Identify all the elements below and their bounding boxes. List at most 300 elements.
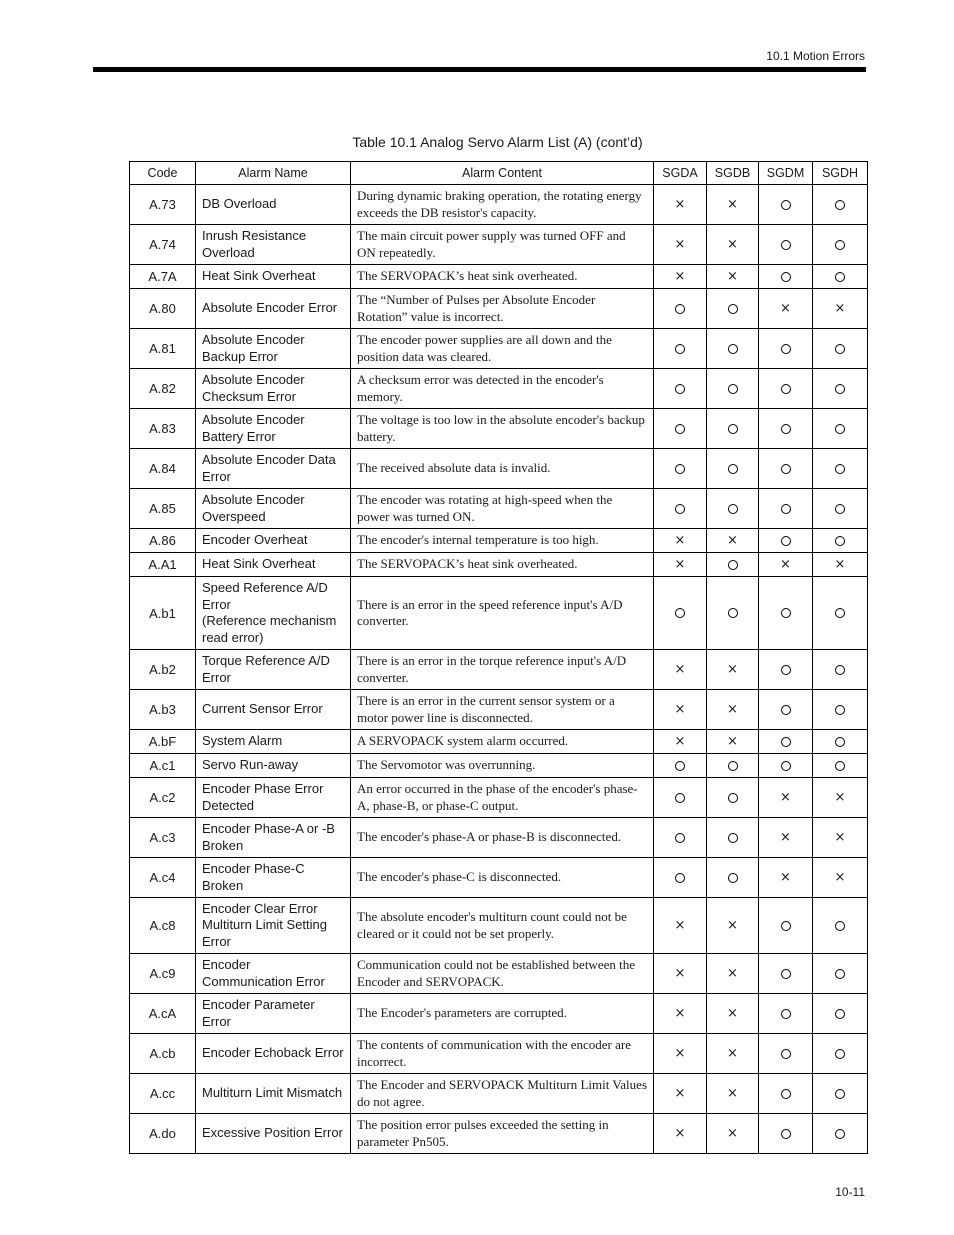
cross-icon: × xyxy=(780,556,791,572)
alarm-code: A.85 xyxy=(130,489,196,529)
circle-icon xyxy=(835,344,845,354)
circle-icon xyxy=(835,464,845,474)
availability-sgdh xyxy=(813,858,868,898)
alarm-content: The Encoder's parameters are corrupted. xyxy=(351,994,654,1034)
table-row xyxy=(130,449,868,489)
circle-icon xyxy=(728,504,738,514)
column-header-alarm-name: Alarm Name xyxy=(196,162,351,185)
section-header: 10.1 Motion Errors xyxy=(766,49,865,63)
availability-sgdb xyxy=(707,329,759,369)
circle-icon xyxy=(728,833,738,843)
cross-icon: × xyxy=(727,196,738,212)
circle-icon xyxy=(835,384,845,394)
circle-icon xyxy=(835,1049,845,1059)
alarm-content: During dynamic braking operation, the rotating energy exceeds the DB resistor's capacity. xyxy=(351,185,654,225)
availability-sgdb xyxy=(707,650,759,690)
circle-icon xyxy=(728,793,738,803)
table-row xyxy=(130,650,868,690)
alarm-name: Absolute Encoder Checksum Error xyxy=(196,369,351,409)
table-row xyxy=(130,778,868,818)
table-row xyxy=(130,185,868,225)
availability-sgda xyxy=(654,778,707,818)
availability-sgdh xyxy=(813,489,868,529)
circle-icon xyxy=(835,1129,845,1139)
circle-icon xyxy=(728,560,738,570)
alarm-code: A.c8 xyxy=(130,898,196,954)
cross-icon: × xyxy=(727,236,738,252)
circle-icon xyxy=(835,424,845,434)
circle-icon xyxy=(835,200,845,210)
availability-sgda xyxy=(654,818,707,858)
cross-icon: × xyxy=(780,789,791,805)
alarm-name: Encoder Echoback Error xyxy=(196,1034,351,1074)
alarm-name: Encoder Communication Error xyxy=(196,954,351,994)
availability-sgda xyxy=(654,754,707,778)
circle-icon xyxy=(835,705,845,715)
availability-sgdb xyxy=(707,818,759,858)
alarm-content: A SERVOPACK system alarm occurred. xyxy=(351,730,654,754)
circle-icon xyxy=(835,240,845,250)
alarm-content: The SERVOPACK’s heat sink overheated. xyxy=(351,553,654,577)
table-row xyxy=(130,730,868,754)
availability-sgdm xyxy=(759,858,813,898)
circle-icon xyxy=(728,344,738,354)
alarm-content: The encoder's phase-A or phase-B is disconnected. xyxy=(351,818,654,858)
alarm-content: There is an error in the speed reference input's A/D converter. xyxy=(351,577,654,650)
table-row xyxy=(130,225,868,265)
circle-icon xyxy=(781,737,791,747)
alarm-code: A.86 xyxy=(130,529,196,553)
availability-sgdb xyxy=(707,1074,759,1114)
alarm-code: A.cA xyxy=(130,994,196,1034)
circle-icon xyxy=(781,1129,791,1139)
availability-sgdh xyxy=(813,409,868,449)
alarm-name: Encoder Phase-C Broken xyxy=(196,858,351,898)
cross-icon: × xyxy=(727,1085,738,1101)
alarm-name: Absolute Encoder Battery Error xyxy=(196,409,351,449)
circle-icon xyxy=(835,761,845,771)
availability-sgdh xyxy=(813,994,868,1034)
alarm-table-body xyxy=(130,185,868,1154)
alarm-code: A.83 xyxy=(130,409,196,449)
alarm-name: Speed Reference A/D Error (Reference mechanism read error) xyxy=(196,577,351,650)
circle-icon xyxy=(728,304,738,314)
availability-sgdb xyxy=(707,265,759,289)
alarm-name: System Alarm xyxy=(196,730,351,754)
alarm-table xyxy=(129,161,868,1154)
cross-icon: × xyxy=(727,661,738,677)
cross-icon: × xyxy=(674,268,686,284)
availability-sgdh xyxy=(813,690,868,730)
alarm-content: The Encoder and SERVOPACK Multiturn Limit Values do not agree. xyxy=(351,1074,654,1114)
circle-icon xyxy=(781,1089,791,1099)
availability-sgdh xyxy=(813,265,868,289)
availability-sgdm xyxy=(759,369,813,409)
availability-sgdm xyxy=(759,898,813,954)
alarm-code: A.bF xyxy=(130,730,196,754)
availability-sgdm xyxy=(759,954,813,994)
availability-sgdh xyxy=(813,1114,868,1154)
column-header-sgdm: SGDM xyxy=(759,162,813,185)
cross-icon: × xyxy=(674,1125,686,1141)
availability-sgdb xyxy=(707,778,759,818)
circle-icon xyxy=(781,344,791,354)
availability-sgda xyxy=(654,730,707,754)
circle-icon xyxy=(675,833,685,843)
alarm-name: Encoder Parameter Error xyxy=(196,994,351,1034)
circle-icon xyxy=(675,464,685,474)
availability-sgda xyxy=(654,577,707,650)
alarm-code: A.c1 xyxy=(130,754,196,778)
table-row xyxy=(130,553,868,577)
cross-icon: × xyxy=(727,268,738,284)
cross-icon: × xyxy=(727,917,738,933)
circle-icon xyxy=(835,272,845,282)
alarm-name: Inrush Resistance Overload xyxy=(196,225,351,265)
table-caption: Table 10.1 Analog Servo Alarm List (A) (cont’d) xyxy=(352,134,643,150)
cross-icon: × xyxy=(727,1045,738,1061)
availability-sgdm xyxy=(759,449,813,489)
alarm-code: A.7A xyxy=(130,265,196,289)
cross-icon: × xyxy=(674,701,686,717)
availability-sgdm xyxy=(759,265,813,289)
alarm-content: The voltage is too low in the absolute encoder's backup battery. xyxy=(351,409,654,449)
circle-icon xyxy=(675,873,685,883)
availability-sgdm xyxy=(759,650,813,690)
availability-sgdm xyxy=(759,1114,813,1154)
availability-sgda xyxy=(654,409,707,449)
availability-sgda xyxy=(654,529,707,553)
cross-icon: × xyxy=(780,829,791,845)
cross-icon: × xyxy=(834,829,846,845)
availability-sgdh xyxy=(813,369,868,409)
table-row xyxy=(130,754,868,778)
availability-sgdb xyxy=(707,994,759,1034)
alarm-name: Encoder Phase Error Detected xyxy=(196,778,351,818)
alarm-code: A.b2 xyxy=(130,650,196,690)
cross-icon: × xyxy=(674,733,686,749)
availability-sgda xyxy=(654,954,707,994)
availability-sgdm xyxy=(759,690,813,730)
cross-icon: × xyxy=(780,300,791,316)
alarm-code: A.b3 xyxy=(130,690,196,730)
availability-sgdm xyxy=(759,185,813,225)
availability-sgdb xyxy=(707,449,759,489)
availability-sgdm xyxy=(759,553,813,577)
page-number: 10-11 xyxy=(835,1185,865,1199)
availability-sgda xyxy=(654,898,707,954)
cross-icon: × xyxy=(674,532,686,548)
availability-sgdm xyxy=(759,577,813,650)
alarm-code: A.cc xyxy=(130,1074,196,1114)
table-row xyxy=(130,858,868,898)
cross-icon: × xyxy=(674,236,686,252)
cross-icon: × xyxy=(674,661,686,677)
circle-icon xyxy=(781,384,791,394)
circle-icon xyxy=(781,200,791,210)
cross-icon: × xyxy=(674,917,686,933)
availability-sgdb xyxy=(707,898,759,954)
cross-icon: × xyxy=(674,196,686,212)
table-row xyxy=(130,265,868,289)
availability-sgdh xyxy=(813,954,868,994)
table-row xyxy=(130,489,868,529)
availability-sgdb xyxy=(707,1034,759,1074)
availability-sgda xyxy=(654,650,707,690)
table-row xyxy=(130,529,868,553)
alarm-code: A.c9 xyxy=(130,954,196,994)
alarm-content: The encoder power supplies are all down and the position data was cleared. xyxy=(351,329,654,369)
alarm-code: A.c4 xyxy=(130,858,196,898)
circle-icon xyxy=(835,1009,845,1019)
alarm-content: The position error pulses exceeded the setting in parameter Pn505. xyxy=(351,1114,654,1154)
alarm-content: The “Number of Pulses per Absolute Encoder Rotation” value is incorrect. xyxy=(351,289,654,329)
alarm-content: There is an error in the torque reference input's A/D converter. xyxy=(351,650,654,690)
availability-sgdb xyxy=(707,369,759,409)
availability-sgda xyxy=(654,369,707,409)
availability-sgdh xyxy=(813,1034,868,1074)
alarm-content: A checksum error was detected in the encoder's memory. xyxy=(351,369,654,409)
availability-sgdb xyxy=(707,289,759,329)
table-row xyxy=(130,954,868,994)
circle-icon xyxy=(728,384,738,394)
availability-sgdm xyxy=(759,754,813,778)
alarm-code: A.84 xyxy=(130,449,196,489)
circle-icon xyxy=(781,1009,791,1019)
availability-sgdm xyxy=(759,818,813,858)
availability-sgdm xyxy=(759,289,813,329)
table-row xyxy=(130,409,868,449)
table-header-row xyxy=(130,162,868,185)
availability-sgdb xyxy=(707,858,759,898)
circle-icon xyxy=(781,1049,791,1059)
alarm-code: A.74 xyxy=(130,225,196,265)
alarm-code: A.80 xyxy=(130,289,196,329)
column-header-sgdb: SGDB xyxy=(707,162,759,185)
cross-icon: × xyxy=(674,1085,686,1101)
circle-icon xyxy=(675,793,685,803)
availability-sgda xyxy=(654,1074,707,1114)
availability-sgdb xyxy=(707,954,759,994)
circle-icon xyxy=(781,504,791,514)
alarm-name: Torque Reference A/D Error xyxy=(196,650,351,690)
circle-icon xyxy=(728,424,738,434)
alarm-name: Encoder Clear Error Multiturn Limit Setting Error xyxy=(196,898,351,954)
circle-icon xyxy=(781,761,791,771)
cross-icon: × xyxy=(727,532,738,548)
circle-icon xyxy=(781,608,791,618)
alarm-code: A.do xyxy=(130,1114,196,1154)
availability-sgdh xyxy=(813,818,868,858)
alarm-content: The main circuit power supply was turned OFF and ON repeatedly. xyxy=(351,225,654,265)
circle-icon xyxy=(728,873,738,883)
availability-sgdh xyxy=(813,449,868,489)
column-header-sgdh: SGDH xyxy=(813,162,868,185)
cross-icon: × xyxy=(834,789,846,805)
availability-sgdb xyxy=(707,1114,759,1154)
availability-sgdh xyxy=(813,225,868,265)
cross-icon: × xyxy=(834,300,846,316)
circle-icon xyxy=(781,424,791,434)
cross-icon: × xyxy=(834,869,846,885)
availability-sgdh xyxy=(813,650,868,690)
alarm-name: Current Sensor Error xyxy=(196,690,351,730)
availability-sgdh xyxy=(813,529,868,553)
cross-icon: × xyxy=(727,733,738,749)
circle-icon xyxy=(835,1089,845,1099)
availability-sgdb xyxy=(707,730,759,754)
cross-icon: × xyxy=(834,556,846,572)
alarm-name: Heat Sink Overheat xyxy=(196,553,351,577)
availability-sgdm xyxy=(759,994,813,1034)
alarm-content: The Servomotor was overrunning. xyxy=(351,754,654,778)
circle-icon xyxy=(728,761,738,771)
alarm-content: The received absolute data is invalid. xyxy=(351,449,654,489)
header-rule xyxy=(93,67,866,72)
availability-sgda xyxy=(654,1114,707,1154)
availability-sgda xyxy=(654,449,707,489)
alarm-code: A.c2 xyxy=(130,778,196,818)
cross-icon: × xyxy=(727,701,738,717)
circle-icon xyxy=(675,384,685,394)
table-row xyxy=(130,369,868,409)
alarm-name: Encoder Overheat xyxy=(196,529,351,553)
availability-sgdm xyxy=(759,1074,813,1114)
availability-sgdh xyxy=(813,1074,868,1114)
availability-sgda xyxy=(654,1034,707,1074)
availability-sgdm xyxy=(759,489,813,529)
circle-icon xyxy=(781,665,791,675)
alarm-name: Encoder Phase-A or -B Broken xyxy=(196,818,351,858)
alarm-content: There is an error in the current sensor system or a motor power line is disconnected. xyxy=(351,690,654,730)
table-row xyxy=(130,289,868,329)
table-row xyxy=(130,818,868,858)
cross-icon: × xyxy=(674,556,686,572)
circle-icon xyxy=(835,608,845,618)
circle-icon xyxy=(835,504,845,514)
alarm-content: Communication could not be established between the Encoder and SERVOPACK. xyxy=(351,954,654,994)
alarm-code: A.81 xyxy=(130,329,196,369)
availability-sgdb xyxy=(707,754,759,778)
availability-sgdh xyxy=(813,898,868,954)
availability-sgda xyxy=(654,265,707,289)
circle-icon xyxy=(781,705,791,715)
cross-icon: × xyxy=(674,1005,686,1021)
alarm-name: Servo Run-away xyxy=(196,754,351,778)
availability-sgdb xyxy=(707,553,759,577)
circle-icon xyxy=(835,665,845,675)
alarm-name: DB Overload xyxy=(196,185,351,225)
alarm-name: Absolute Encoder Error xyxy=(196,289,351,329)
table-row xyxy=(130,1034,868,1074)
availability-sgdm xyxy=(759,1034,813,1074)
circle-icon xyxy=(781,536,791,546)
circle-icon xyxy=(781,240,791,250)
availability-sgda xyxy=(654,289,707,329)
availability-sgdb xyxy=(707,489,759,529)
circle-icon xyxy=(781,969,791,979)
column-header-sgda: SGDA xyxy=(654,162,707,185)
availability-sgdm xyxy=(759,329,813,369)
availability-sgdb xyxy=(707,690,759,730)
table-row xyxy=(130,1074,868,1114)
column-header-alarm-content: Alarm Content xyxy=(351,162,654,185)
availability-sgdb xyxy=(707,225,759,265)
availability-sgdh xyxy=(813,185,868,225)
availability-sgdh xyxy=(813,577,868,650)
alarm-code: A.A1 xyxy=(130,553,196,577)
cross-icon: × xyxy=(727,1125,738,1141)
circle-icon xyxy=(835,921,845,931)
circle-icon xyxy=(675,424,685,434)
circle-icon xyxy=(781,272,791,282)
circle-icon xyxy=(675,608,685,618)
availability-sgdm xyxy=(759,529,813,553)
cross-icon: × xyxy=(674,1045,686,1061)
availability-sgdh xyxy=(813,553,868,577)
availability-sgdm xyxy=(759,409,813,449)
alarm-name: Absolute Encoder Backup Error xyxy=(196,329,351,369)
alarm-content: The contents of communication with the encoder are incorrect. xyxy=(351,1034,654,1074)
availability-sgda xyxy=(654,185,707,225)
circle-icon xyxy=(781,464,791,474)
availability-sgda xyxy=(654,553,707,577)
alarm-content: The SERVOPACK’s heat sink overheated. xyxy=(351,265,654,289)
alarm-code: A.73 xyxy=(130,185,196,225)
alarm-name: Heat Sink Overheat xyxy=(196,265,351,289)
availability-sgda xyxy=(654,858,707,898)
availability-sgdh xyxy=(813,730,868,754)
alarm-content: An error occurred in the phase of the encoder's phase-A, phase-B, or phase-C output. xyxy=(351,778,654,818)
alarm-code: A.82 xyxy=(130,369,196,409)
alarm-code: A.b1 xyxy=(130,577,196,650)
table-row xyxy=(130,329,868,369)
availability-sgda xyxy=(654,225,707,265)
cross-icon: × xyxy=(727,965,738,981)
availability-sgda xyxy=(654,329,707,369)
circle-icon xyxy=(675,504,685,514)
availability-sgdb xyxy=(707,185,759,225)
alarm-content: The absolute encoder's multiturn count could not be cleared or it could not be set properly. xyxy=(351,898,654,954)
circle-icon xyxy=(835,536,845,546)
table-row xyxy=(130,577,868,650)
circle-icon xyxy=(781,921,791,931)
alarm-name: Excessive Position Error xyxy=(196,1114,351,1154)
availability-sgdm xyxy=(759,730,813,754)
availability-sgdb xyxy=(707,409,759,449)
availability-sgdh xyxy=(813,754,868,778)
cross-icon: × xyxy=(780,869,791,885)
circle-icon xyxy=(728,608,738,618)
circle-icon xyxy=(675,344,685,354)
circle-icon xyxy=(675,304,685,314)
availability-sgdm xyxy=(759,225,813,265)
alarm-code: A.c3 xyxy=(130,818,196,858)
alarm-content: The encoder's phase-C is disconnected. xyxy=(351,858,654,898)
availability-sgdm xyxy=(759,778,813,818)
table-row xyxy=(130,690,868,730)
availability-sgdh xyxy=(813,329,868,369)
table-row xyxy=(130,994,868,1034)
alarm-name: Multiturn Limit Mismatch xyxy=(196,1074,351,1114)
alarm-name: Absolute Encoder Overspeed xyxy=(196,489,351,529)
alarm-content: The encoder's internal temperature is too high. xyxy=(351,529,654,553)
table-row xyxy=(130,1114,868,1154)
alarm-code: A.cb xyxy=(130,1034,196,1074)
availability-sgda xyxy=(654,690,707,730)
circle-icon xyxy=(728,464,738,474)
availability-sgdh xyxy=(813,778,868,818)
